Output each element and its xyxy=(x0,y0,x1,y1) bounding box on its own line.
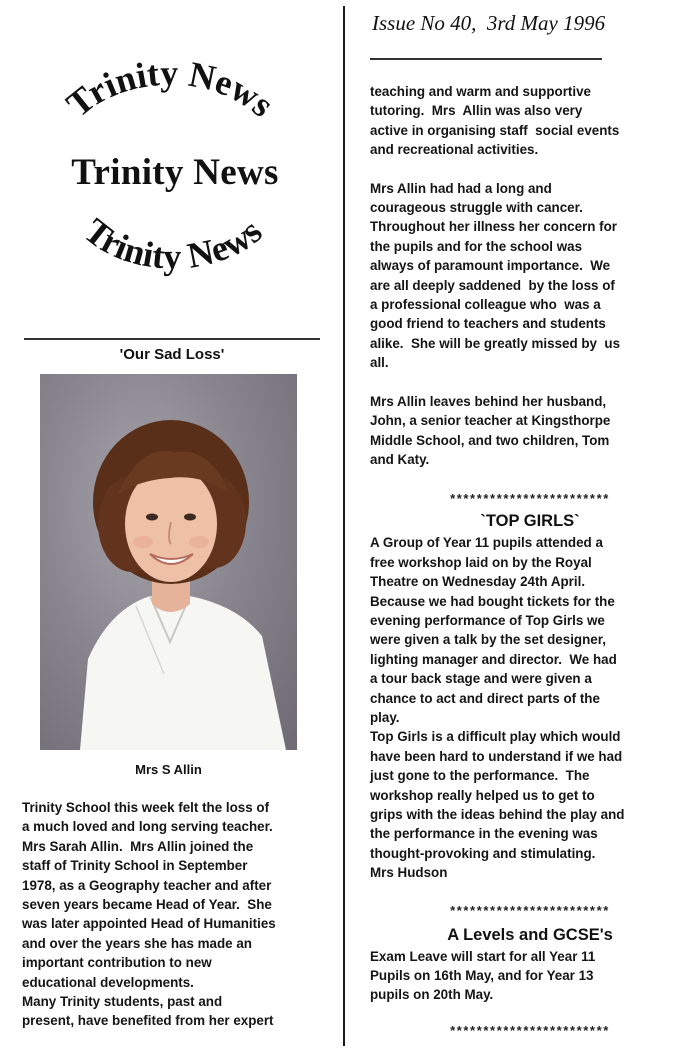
photo-caption: Mrs S Allin xyxy=(135,762,202,777)
a-levels-title: A Levels and GCSE's xyxy=(447,925,613,944)
text-line: 1978, as a Geography teacher and after xyxy=(22,877,272,893)
text-line: Throughout her illness her concern for xyxy=(370,219,618,235)
masthead-rule xyxy=(24,338,320,340)
star-separator: ************************ xyxy=(450,491,610,507)
text-line: a tour back stage and were given a xyxy=(370,671,592,687)
obituary-continued-para-2 xyxy=(370,179,690,373)
text-line: free workshop laid on by the Royal xyxy=(370,554,592,570)
text-line: Pupils on 16th May, and for Year 13 xyxy=(370,968,594,984)
text-line: Theatre on Wednesday 24th April. xyxy=(370,574,586,590)
text-line: lighting manager and director. We had xyxy=(370,651,617,667)
text-line: Mrs Sarah Allin. Mrs Allin joined the xyxy=(22,838,254,854)
text-line: courageous struggle with cancer. xyxy=(370,200,583,216)
text-line: A Group of Year 11 pupils attended a xyxy=(370,535,603,551)
text-line: present, have benefited from her expert xyxy=(22,1013,274,1029)
masthead xyxy=(20,28,330,318)
text-line: Mrs Allin had had a long and xyxy=(370,180,552,196)
text-line: chance to act and direct parts of the xyxy=(370,690,600,706)
masthead-title: Trinity News xyxy=(71,152,279,193)
text-line: staff of Trinity School in September xyxy=(22,858,248,874)
obituary-continued-para-1 xyxy=(370,82,690,160)
text-line: and Katy. xyxy=(370,451,430,467)
text-line: and over the years she has made an xyxy=(22,935,252,951)
text-line: were given a talk by the set designer, xyxy=(370,632,606,648)
column-divider xyxy=(343,6,345,1046)
text-line: Exam Leave will start for all Year 11 xyxy=(370,948,596,964)
text-line: just gone to the performance. The xyxy=(370,768,590,784)
text-line: the performance in the evening was xyxy=(370,826,598,842)
text-line: workshop really helped us to get to xyxy=(370,787,595,803)
text-line: John, a senior teacher at Kingsthorpe xyxy=(370,413,611,429)
portrait-illustration xyxy=(40,374,297,750)
text-line: tutoring. Mrs Allin was also very xyxy=(370,103,583,119)
text-line: seven years became Head of Year. She xyxy=(22,897,272,913)
obituary-left-body xyxy=(22,798,334,1031)
issue-rule xyxy=(370,58,602,60)
text-line: was later appointed Head of Humanities xyxy=(22,916,276,932)
author-line: Mrs Hudson xyxy=(370,865,448,881)
text-line: are all deeply saddened by the loss of xyxy=(370,277,615,293)
star-separator: ************************ xyxy=(450,1022,610,1038)
top-girls-title: `TOP GIRLS` xyxy=(480,512,580,531)
text-line: the pupils and for the school was xyxy=(370,238,583,254)
text-line: and recreational activities. xyxy=(370,142,539,158)
obituary-continued-para-3 xyxy=(370,392,690,470)
text-line: Many Trinity students, past and xyxy=(22,994,223,1010)
text-line: all. xyxy=(370,355,389,371)
masthead-arc-bottom: Trinity News xyxy=(76,210,270,277)
text-line: teaching and warm and supportive xyxy=(370,84,591,99)
portrait-photo xyxy=(40,374,297,750)
text-line: grips with the ideas behind the play and xyxy=(370,807,625,822)
text-line: Top Girls is a difficult play which would xyxy=(370,729,621,745)
text-line: pupils on 20th May. xyxy=(370,987,494,1003)
text-line: alike. She will be greatly missed by us xyxy=(370,335,621,351)
text-line: evening performance of Top Girls we xyxy=(370,612,605,628)
text-line: Trinity School this week felt the loss of xyxy=(22,800,270,815)
text-line: have been hard to understand if we had xyxy=(370,748,623,764)
text-line: active in organising staff social events xyxy=(370,122,620,138)
issue-line: Issue No 40, 3rd May 1996 xyxy=(372,11,606,35)
text-line: Mrs Allin leaves behind her husband, xyxy=(370,393,607,409)
text-line: thought-provoking and stimulating. xyxy=(370,845,596,861)
text-line: a professional colleague who was a xyxy=(370,297,601,313)
right-column xyxy=(370,82,690,1038)
obituary-headline: 'Our Sad Loss' xyxy=(119,346,225,363)
text-line: good friend to teachers and students xyxy=(370,316,606,332)
masthead-arc-top: Trinity News xyxy=(58,52,282,125)
a-levels-article xyxy=(370,947,690,1005)
text-line: Because we had bought tickets for the xyxy=(370,593,615,609)
text-line: always of paramount importance. We xyxy=(370,258,611,274)
text-line: Middle School, and two children, Tom xyxy=(370,432,610,448)
text-line: play. xyxy=(370,709,400,725)
text-line: important contribution to new xyxy=(22,955,212,971)
star-separator: ************************ xyxy=(450,902,610,918)
text-line: a much loved and long serving teacher. xyxy=(22,819,273,835)
top-girls-article xyxy=(370,533,690,882)
text-line: educational developments. xyxy=(22,974,194,990)
